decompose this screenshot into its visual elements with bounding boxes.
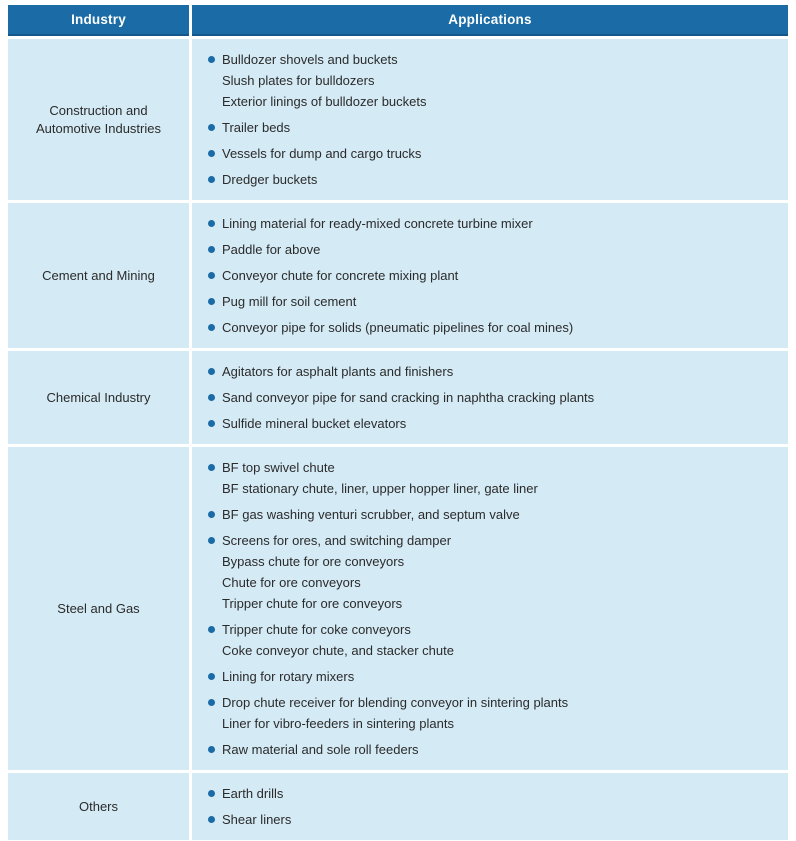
table-header-row [8,5,788,36]
application-item-label: Conveyor chute for concrete mixing plant [222,268,459,283]
application-item-label: Liner for vibro-feeders in sintering plants [222,716,454,731]
application-item [208,739,778,760]
application-item-label: Exterior linings of bulldozer buckets [222,94,427,109]
bullet-icon [208,816,215,823]
application-item [208,143,778,164]
applications-cell [192,447,788,770]
applications-cell [192,351,788,444]
application-item [208,666,778,687]
application-item-label: BF stationary chute, liner, upper hopper liner, gate liner [222,481,538,496]
table-row [8,203,788,348]
bullet-icon [208,464,215,471]
application-item [208,530,778,551]
table-row [8,39,788,200]
application-item-label: Raw material and sole roll feeders [222,742,419,757]
bullet-icon [208,298,215,305]
table-row [8,773,788,840]
applications-cell [192,773,788,840]
application-item-label: Bypass chute for ore conveyors [222,554,405,569]
application-item [208,504,778,525]
application-item [208,169,778,190]
application-item [208,551,778,572]
bullet-icon [208,673,215,680]
industry-cell: Construction and Automotive Industries [8,39,189,200]
application-item-label: Pug mill for soil cement [222,294,357,309]
application-item-label: Sand conveyor pipe for sand cracking in naphtha cracking plants [222,390,595,405]
bullet-icon [208,746,215,753]
application-item [208,239,778,260]
industry-cell: Others [8,773,189,840]
application-item-label: Lining for rotary mixers [222,669,355,684]
bullet-icon [208,511,215,518]
application-item-label: Dredger buckets [222,172,318,187]
application-item [208,783,778,804]
application-item [208,213,778,234]
application-item [208,593,778,614]
application-item-label: Bulldozer shovels and buckets [222,52,398,67]
bullet-icon [208,56,215,63]
bullet-icon [208,420,215,427]
application-item [208,265,778,286]
industry-cell: Chemical Industry [8,351,189,444]
column-header-industry: Industry [8,5,189,36]
application-item [208,70,778,91]
bullet-icon [208,537,215,544]
application-item-label: Tripper chute for ore conveyors [222,596,403,611]
bullet-icon [208,699,215,706]
bullet-icon [208,394,215,401]
bullet-icon [208,626,215,633]
application-item-label: Paddle for above [222,242,321,257]
applications-cell [192,39,788,200]
application-item [208,809,778,830]
bullet-icon [208,324,215,331]
application-item-label: Trailer beds [222,120,291,135]
industry-cell: Steel and Gas [8,447,189,770]
table-row [8,447,788,770]
application-item-label: Slush plates for bulldozers [222,73,375,88]
applications-cell [192,203,788,348]
bullet-icon [208,246,215,253]
bullet-icon [208,150,215,157]
application-item-label: Screens for ores, and switching damper [222,533,452,548]
application-item [208,478,778,499]
application-item-label: Lining material for ready-mixed concrete turbine mixer [222,216,533,231]
application-item [208,361,778,382]
bullet-icon [208,790,215,797]
bullet-icon [208,368,215,375]
application-item [208,457,778,478]
application-item [208,619,778,640]
application-item-label: BF top swivel chute [222,460,335,475]
application-item-label: BF gas washing venturi scrubber, and septum valve [222,507,520,522]
bullet-icon [208,176,215,183]
application-item-label: Coke conveyor chute, and stacker chute [222,643,454,658]
application-item-label: Shear liners [222,812,292,827]
industry-cell: Cement and Mining [8,203,189,348]
application-item-label: Vessels for dump and cargo trucks [222,146,422,161]
application-item [208,387,778,408]
application-item-label: Earth drills [222,786,284,801]
application-item-label: Conveyor pipe for solids (pneumatic pipelines for coal mines) [222,320,574,335]
application-item-label: Chute for ore conveyors [222,575,361,590]
application-item [208,49,778,70]
bullet-icon [208,124,215,131]
application-item [208,413,778,434]
application-item-label: Tripper chute for coke conveyors [222,622,411,637]
application-item-label: Drop chute receiver for blending conveyor in sintering plants [222,695,569,710]
application-item [208,291,778,312]
application-item [208,317,778,338]
application-item-label: Sulfide mineral bucket elevators [222,416,407,431]
application-item [208,692,778,713]
application-item [208,117,778,138]
application-item [208,713,778,734]
bullet-icon [208,220,215,227]
application-item [208,572,778,593]
table-body [8,39,788,840]
application-item [208,91,778,112]
table-row [8,351,788,444]
column-header-applications: Applications [192,5,788,36]
application-item-label: Agitators for asphalt plants and finishers [222,364,454,379]
application-item [208,640,778,661]
bullet-icon [208,272,215,279]
